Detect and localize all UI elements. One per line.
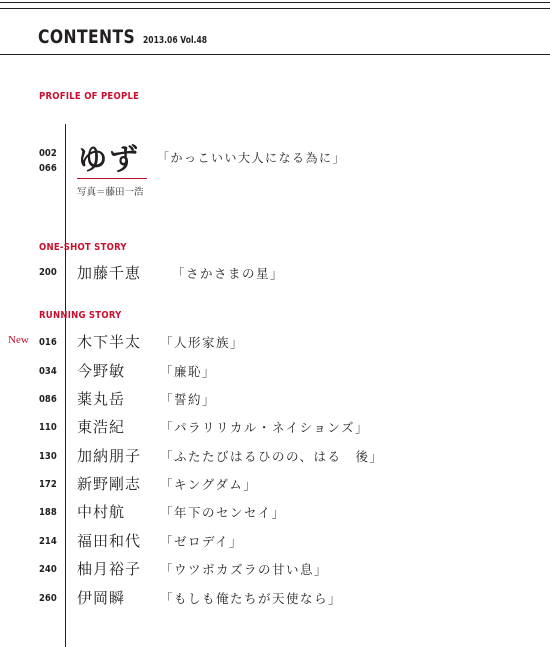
vertical-divider — [65, 124, 66, 647]
story-title[interactable]: 「パラリリカル・ネイションズ」 — [160, 420, 370, 435]
section-profile: PROFILE OF PEOPLE — [39, 91, 140, 102]
story-title[interactable]: 「廉恥」 — [160, 364, 217, 379]
story-title[interactable]: 「さかさまの星」 — [172, 266, 285, 281]
story-title[interactable]: 「ふたたびはるひのの、はる 後」 — [160, 449, 384, 464]
page-number: 034 — [39, 366, 57, 377]
photo-credit: 写真＝藤田一浩 — [77, 187, 144, 198]
author-name[interactable]: 東浩紀 — [77, 418, 126, 436]
page-number: 200 — [39, 267, 57, 278]
story-title[interactable]: 「誓約」 — [160, 392, 217, 407]
section-oneshot: ONE-SHOT STORY — [39, 242, 127, 253]
profile-underline — [77, 178, 147, 179]
page-number: 066 — [39, 163, 57, 174]
header-rule — [0, 54, 550, 55]
page-number: 130 — [39, 451, 57, 462]
story-title[interactable]: 「年下のセンセイ」 — [160, 505, 286, 520]
page-number: 172 — [39, 479, 57, 490]
top-rule-2 — [0, 8, 550, 9]
author-name[interactable]: 木下半太 — [77, 333, 142, 351]
author-name[interactable]: 加納朋子 — [77, 447, 142, 465]
author-name[interactable]: 柚月裕子 — [77, 560, 142, 578]
author-name[interactable]: 伊岡瞬 — [77, 589, 126, 607]
author-name[interactable]: 福田和代 — [77, 532, 142, 550]
header — [38, 26, 223, 48]
top-rule-1 — [0, 2, 550, 3]
profile-name[interactable]: ゆず — [78, 142, 141, 176]
section-running: RUNNING STORY — [39, 310, 122, 321]
profile-title[interactable]: 「かっこいい大人になる為に」 — [157, 151, 347, 165]
page-number: 188 — [39, 507, 57, 518]
story-title[interactable]: 「人形家族」 — [160, 335, 245, 350]
page-number: 016 — [39, 337, 57, 348]
author-name[interactable]: 今野敏 — [77, 362, 126, 380]
story-title[interactable]: 「キングダム」 — [160, 477, 258, 492]
page-number: 214 — [39, 536, 57, 547]
page-number: 240 — [39, 564, 57, 575]
author-name[interactable]: 中村航 — [77, 503, 126, 521]
page-number: 110 — [39, 422, 57, 433]
story-title[interactable]: 「もしも俺たちが天使なら」 — [160, 591, 343, 606]
page-number: 002 — [39, 148, 57, 159]
page-number: 260 — [39, 593, 57, 604]
page-title: CONTENTS — [38, 26, 136, 48]
story-title[interactable]: 「ゼロデイ」 — [160, 534, 244, 549]
author-name[interactable]: 加藤千恵 — [77, 264, 142, 282]
author-name[interactable]: 薬丸岳 — [77, 390, 126, 408]
page-number: 086 — [39, 394, 57, 405]
new-badge: New — [8, 334, 29, 346]
issue-info: 2013.06 Vol.48 — [143, 35, 208, 46]
story-title[interactable]: 「ウツボカズラの甘い息」 — [160, 562, 329, 577]
author-name[interactable]: 新野剛志 — [77, 475, 142, 493]
